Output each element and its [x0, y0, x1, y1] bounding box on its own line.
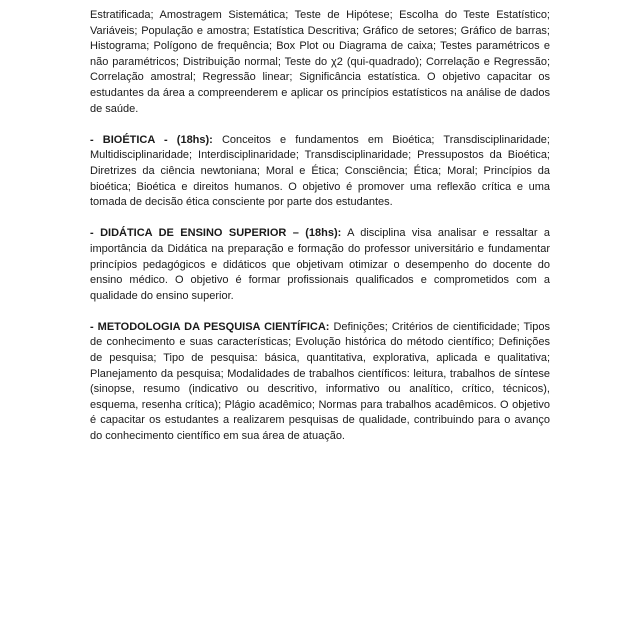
section-bioetica-body: Conceitos e fundamentos em Bioética; Transdisciplinaridade; Multidisciplinaridade; Interdisciplinaridade; Transdisciplinaridade; Pressupostos da Bioética; Diretrizes da ciência newtoniana; Moral e Ética; Consciência; Ética; Moral; Princípios da bioética; Bioética e direitos humanos. O objetivo é promover uma reflexão crítica e uma tomada de decisão ética consciente por parte dos estudantes.	[90, 133, 550, 209]
section-estatistica-body: Estratificada; Amostragem Sistemática; Teste de Hipótese; Escolha do Teste Estatístico; Variáveis; População e amostra; Estatística Descritiva; Gráfico de setores; Gráfico de barras; Histograma; Polígono de frequência; Box Plot ou Diagrama de caixa; Testes paramétricos e não paramétricos; Distribuição normal; Teste do χ2 (qui-quadrado); Correlação e Regressão; Correlação amostral; Regressão linear; Significância estatística. O objetivo capacitar os estudantes da área a compreenderem e aplicar os princípios estatísticos na análise de dados de saúde.	[90, 9, 550, 115]
section-metodologia-heading: - METODOLOGIA DA PESQUISA CIENTÍFICA:	[90, 320, 330, 333]
section-metodologia	[90, 320, 550, 445]
section-didatica	[90, 226, 550, 304]
section-estatistica	[90, 8, 550, 117]
section-metodologia-body: Definições; Critérios de cientificidade; Tipos de conhecimento e suas características; Evolução histórica do método científico; Definições de pesquisa; Tipo de pesquisa: básica, quantitativa, explorativa, aplicada e qualitativa; Planejamento da pesquisa; Modalidades de trabalhos científicos: leitura, trabalhos de síntese (sinopse, resumo (indicativo ou descritivo, informativo ou analítico, crítico, técnicos), esquema, resenha crítica); Plágio acadêmico; Normas para trabalhos acadêmicos. O objetivo é capacitar os estudantes a realizarem pesquisas de qualidade, contribuindo para o avanço do conhecimento científico em sua área de atuação.	[90, 320, 550, 443]
document-body	[90, 8, 550, 460]
section-bioetica	[90, 133, 550, 211]
section-didatica-body: A disciplina visa analisar e ressaltar a importância da Didática na preparação e formação do professor universitário e fundamentar princípios pedagógicos e didáticos que objetivam otimizar o desempenho do docente do ensino médico. O objetivo é formar profissionais qualificados e comprometidos com a qualidade do ensino superior.	[90, 227, 550, 302]
section-didatica-heading: - DIDÁTICA DE ENSINO SUPERIOR – (18hs):	[90, 227, 342, 240]
section-bioetica-heading: - BIOÉTICA - (18hs):	[90, 133, 213, 146]
